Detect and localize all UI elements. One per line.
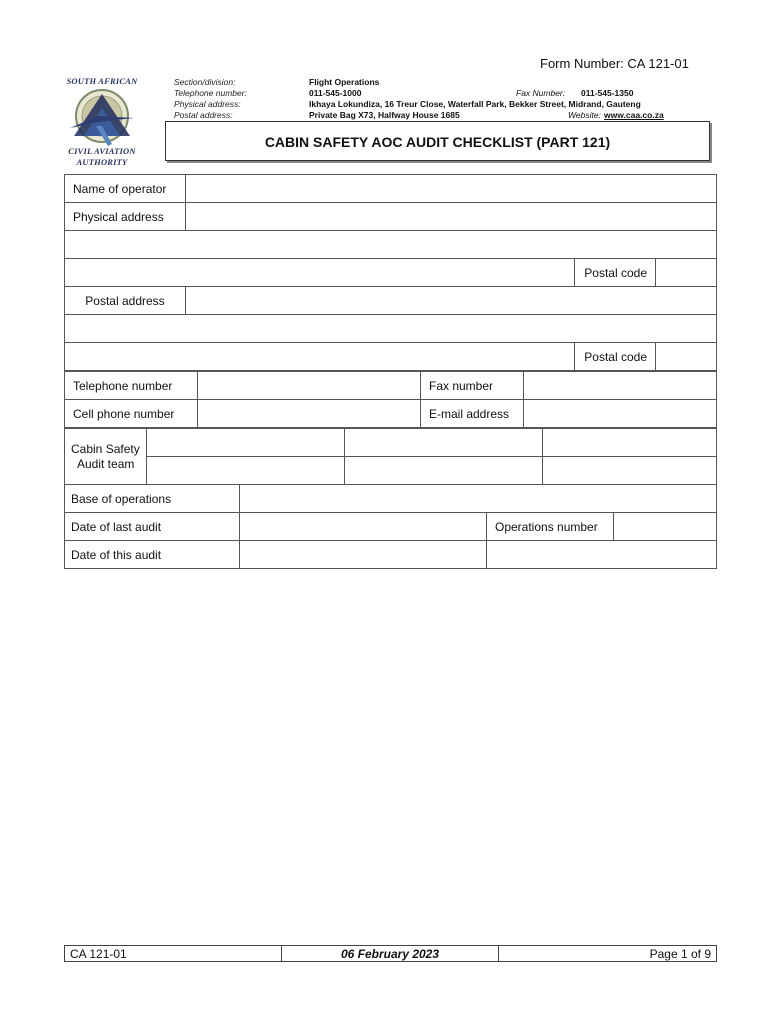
postal-code-field[interactable] [656, 259, 717, 287]
physical-address-line-2[interactable] [65, 231, 717, 259]
date-of-last-audit-label: Date of last audit [65, 513, 240, 541]
audit-team-member-4[interactable] [147, 457, 345, 485]
section-label: Section/division: [174, 77, 236, 87]
contact-table [64, 371, 717, 428]
operations-number-field[interactable] [614, 513, 717, 541]
audit-team-member-3[interactable] [543, 429, 717, 457]
audit-team-member-5[interactable] [345, 457, 543, 485]
physical-address-label: Physical address: [174, 99, 241, 109]
section-value: Flight Operations [309, 77, 380, 87]
footer-page-number: Page 1 of 9 [499, 946, 717, 962]
email-address-field[interactable] [524, 400, 717, 428]
telephone-label: Telephone number: [174, 88, 247, 98]
audit-team-member-2[interactable] [345, 429, 543, 457]
audit-dates-table [64, 484, 717, 569]
postal-code-field-2[interactable] [656, 343, 717, 371]
cell-phone-number-field[interactable] [198, 400, 421, 428]
telephone-number-field[interactable] [198, 372, 421, 400]
cabin-safety-audit-team-label [65, 429, 147, 485]
postal-address-label: Postal address: [174, 110, 233, 120]
audit-team-member-1[interactable] [147, 429, 345, 457]
operations-number-label: Operations number [487, 513, 614, 541]
date-of-this-audit-extra[interactable] [487, 541, 717, 569]
audit-team-table [64, 428, 717, 485]
base-of-operations-field[interactable] [240, 485, 717, 513]
physical-address-field[interactable] [186, 203, 717, 231]
logo-line-1: SOUTH AFRICAN [66, 76, 138, 86]
footer-form-code: CA 121-01 [65, 946, 282, 962]
page-title: CABIN SAFETY AOC AUDIT CHECKLIST (PART 121) [264, 134, 611, 150]
date-of-this-audit-label: Date of this audit [65, 541, 240, 569]
title-box [165, 121, 710, 161]
physical-address-line-3[interactable] [65, 259, 575, 287]
postal-address-field-label: Postal address [65, 287, 186, 315]
audit-team-label-line-2: Audit team [77, 456, 135, 471]
name-of-operator-label: Name of operator [65, 175, 186, 203]
date-of-this-audit-field[interactable] [240, 541, 487, 569]
telephone-number-label: Telephone number [65, 372, 198, 400]
email-address-label: E-mail address [421, 400, 524, 428]
postal-address-line-3[interactable] [65, 343, 575, 371]
postal-address-line-2[interactable] [65, 315, 717, 343]
base-of-operations-label: Base of operations [65, 485, 240, 513]
logo-line-2: CIVIL AVIATION [68, 146, 136, 156]
name-of-operator-field[interactable] [186, 175, 717, 203]
telephone-value: 011-545-1000 [309, 88, 362, 98]
physical-address-value: Ikhaya Lokundiza, 16 Treur Close, Waterfall Park, Bekker Street, Midrand, Gauteng [309, 99, 641, 109]
fax-label: Fax Number: [516, 88, 566, 98]
fax-number-field[interactable] [524, 372, 717, 400]
operator-details-table [64, 174, 717, 371]
fax-value: 011-545-1350 [581, 88, 634, 98]
physical-address-field-label: Physical address [65, 203, 186, 231]
date-of-last-audit-field[interactable] [240, 513, 487, 541]
cell-phone-number-label: Cell phone number [65, 400, 198, 428]
caa-emblem-icon [68, 86, 136, 148]
website-link[interactable]: www.caa.co.za [604, 110, 664, 120]
audit-team-label-line-1: Cabin Safety [71, 441, 140, 456]
website-label: Website: [568, 110, 601, 120]
page-footer [64, 945, 717, 962]
caa-logo [62, 76, 142, 168]
postal-address-value: Private Bag X73, Halfway House 1685 [309, 110, 460, 120]
postal-code-label: Postal code [575, 259, 656, 287]
postal-address-field[interactable] [186, 287, 717, 315]
audit-team-member-6[interactable] [543, 457, 717, 485]
form-number: Form Number: CA 121-01 [540, 56, 689, 71]
logo-line-3: AUTHORITY [76, 157, 128, 167]
fax-number-label: Fax number [421, 372, 524, 400]
footer-date: 06 February 2023 [282, 946, 499, 962]
postal-code-label-2: Postal code [575, 343, 656, 371]
